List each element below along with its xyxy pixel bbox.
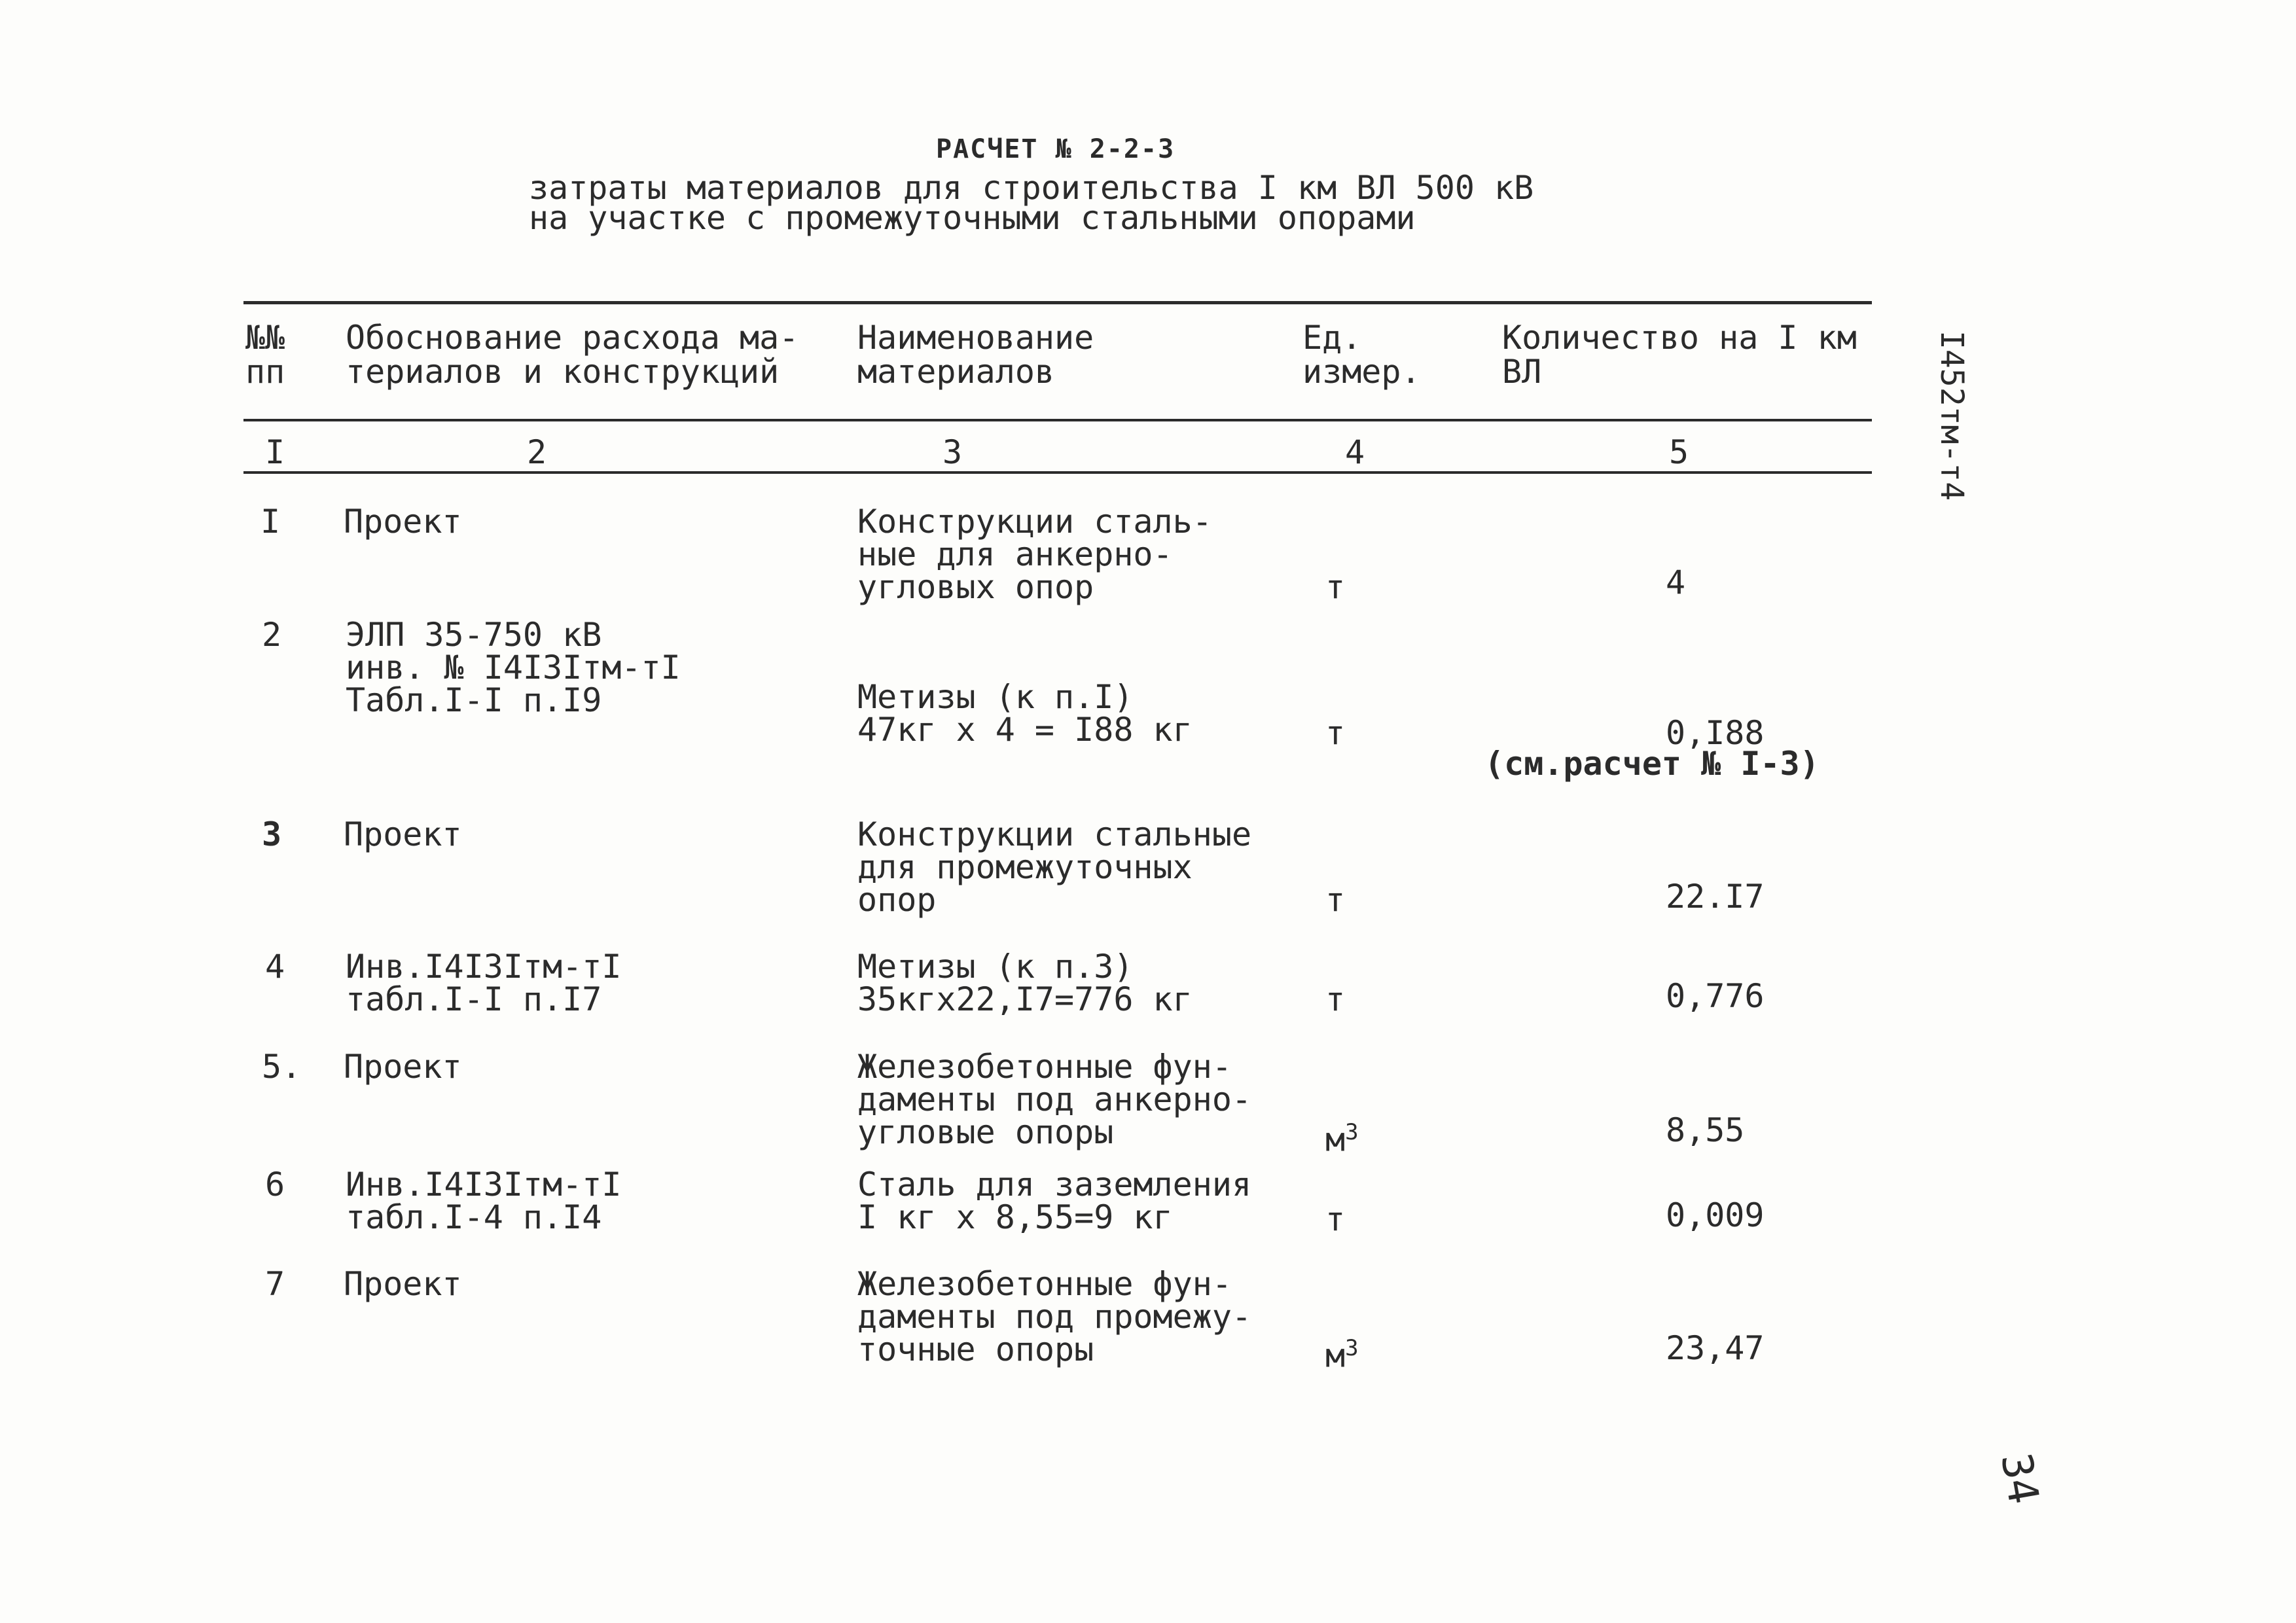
row-material: Конструкции сталь- ные для анкерно- угловых опор <box>857 503 1212 606</box>
subtitle-line-1: затраты материалов для строительства I км ВЛ 500 кВ <box>529 169 1534 207</box>
document-title: РАСЧЕТ № 2-2-3 <box>936 134 1175 164</box>
header-col2: Обоснование расхода ма- териалов и конструкций <box>346 319 799 391</box>
column-number: 3 <box>942 433 963 471</box>
row-number: 6 <box>265 1166 285 1204</box>
row-number: 7 <box>265 1265 285 1303</box>
row-number: 3 <box>262 815 282 853</box>
row-basis: Проект <box>344 503 462 541</box>
row-quantity: 0,I88 <box>1666 714 1765 752</box>
page-number: 34 <box>1991 1450 2048 1508</box>
row-basis: Инв.I4I3Iтм-тI табл.I-4 п.I4 <box>346 1166 622 1236</box>
row-quantity: 4 <box>1666 563 1686 601</box>
row-material: Железобетонные фун- даменты под анкерно- угловые опоры <box>857 1048 1252 1151</box>
row-quantity: 0,776 <box>1666 977 1765 1015</box>
row-basis: Проект <box>344 1265 462 1303</box>
header-bottom-rule <box>243 419 1872 421</box>
row-unit: $м^3$ <box>1325 1119 1359 1159</box>
row-quantity: 8,55 <box>1666 1111 1745 1149</box>
column-number: 5 <box>1668 433 1689 471</box>
subtitle-line-2: на участке с промежуточными стальными опорами <box>529 199 1416 237</box>
column-number: 2 <box>526 433 547 471</box>
table-top-rule <box>243 301 1872 304</box>
column-number: 4 <box>1344 433 1365 471</box>
row-basis: Инв.I4I3Iтм-тI табл.I-I п.I7 <box>346 948 622 1018</box>
column-numbers-rule <box>243 471 1872 474</box>
row-material: Железобетонные фун- даменты под промежу- точные опоры <box>857 1265 1252 1368</box>
row-material: Сталь для заземления I кг х 8,55=9 кг <box>857 1166 1252 1236</box>
header-col3: Наименование материалов <box>857 319 1094 391</box>
row-quantity: 23,47 <box>1666 1329 1765 1367</box>
row-quantity: 22.I7 <box>1666 878 1765 916</box>
row-number: I <box>260 503 281 541</box>
row-number: 2 <box>262 616 282 654</box>
header-col1: №№ пп <box>245 319 285 391</box>
row-material: Конструкции стальные для промежуточных опор <box>857 815 1252 919</box>
row-unit: т <box>1325 568 1346 606</box>
row-basis: ЭЛП 35-750 кВ инв. № I4I3Iтм-тI Табл.I-I п.I9 <box>346 616 681 719</box>
row-unit: $м^3$ <box>1325 1335 1359 1375</box>
row-material: Метизы (к п.I) 47кг х 4 = I88 кг <box>857 678 1193 749</box>
row-basis: Проект <box>344 1048 462 1086</box>
document-code: I452тм-т4 <box>1933 330 1970 501</box>
row-number: 5. <box>262 1048 302 1086</box>
row-unit: т <box>1325 881 1346 919</box>
row-quantity: 0,009 <box>1666 1196 1765 1234</box>
header-col5: Количество на I км ВЛ <box>1502 319 1857 391</box>
row-basis: Проект <box>344 815 462 853</box>
column-number: I <box>264 433 285 471</box>
row-unit: т <box>1325 980 1346 1018</box>
row-unit: т <box>1325 714 1346 752</box>
row-material: Метизы (к п.3) 35кгх22,I7=776 кг <box>857 948 1193 1018</box>
row-unit: т <box>1325 1200 1346 1238</box>
row-number: 4 <box>265 948 285 986</box>
header-col4: Ед. измер. <box>1302 319 1421 391</box>
row-note: (см.расчет № I-3) <box>1484 745 1820 783</box>
